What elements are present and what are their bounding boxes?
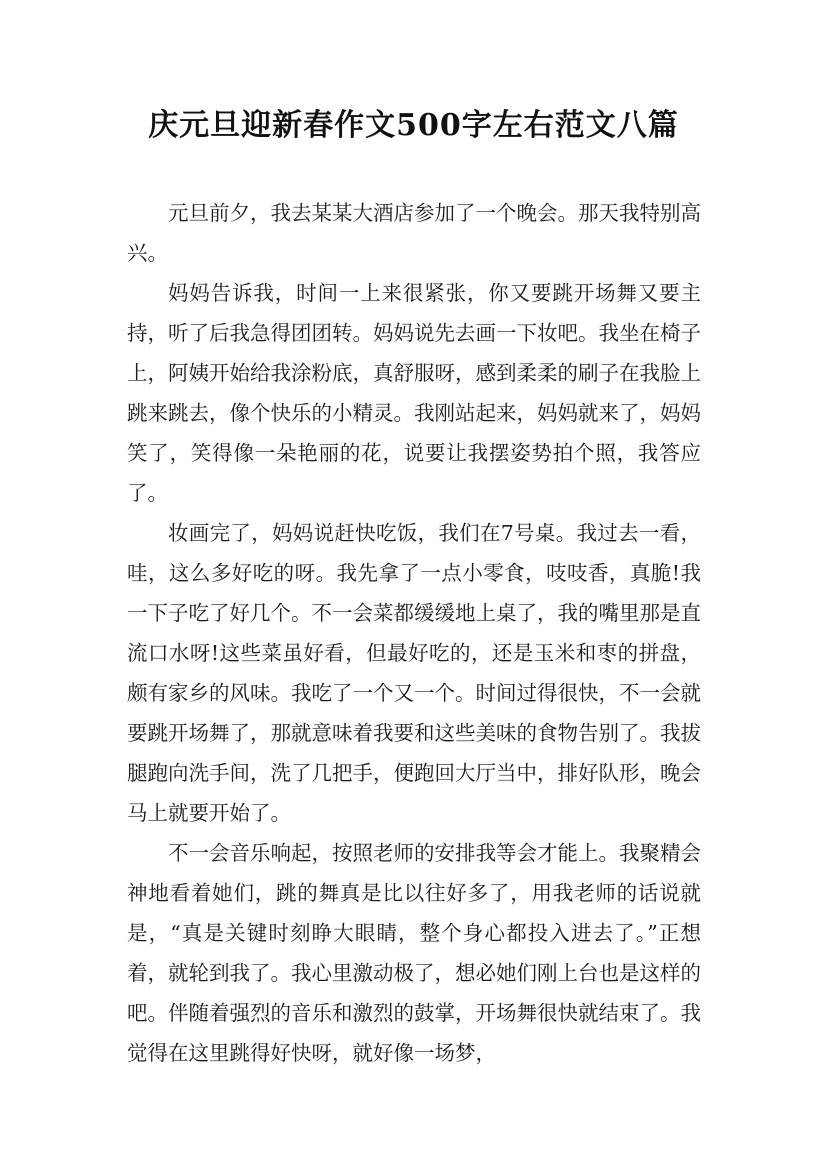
- paragraph-2: 妈妈告诉我，时间一上来很紧张，你又要跳开场舞又要主持，听了后我急得团团转。妈妈说先去画一下妆吧。我坐在椅子上，阿姨开始给我涂粉底，真舒服呀，感到柔柔的刷子在我脸上跳来跳去，像个快乐的小精灵。我刚站起来，妈妈就来了，妈妈笑了，笑得像一朵艳丽的花，说要让我摆姿势拍个照，我答应了。: [127, 281, 701, 505]
- document-body: [127, 193, 701, 1073]
- paragraph-4: 不一会音乐响起，按照老师的安排我等会才能上。我聚精会神地看着她们，跳的舞真是比以往好多了，用我老师的话说就是，“真是关键时刻睁大眼睛，整个身心都投入进去了。”正想着，就轮到我了。我心里激动极了，想必她们刚上台也是这样的吧。伴随着强烈的音乐和激烈的鼓掌，开场舞很快就结束了。我觉得在这里跳得好快呀，就好像一场梦，: [127, 841, 701, 1065]
- document-title: 庆元旦迎新春作文500字左右范文八篇: [148, 108, 679, 143]
- paragraph-1: 元旦前夕，我去某某大酒店参加了一个晚会。那天我特别高兴。: [127, 201, 701, 265]
- paragraph-3: 妆画完了，妈妈说赶快吃饭，我们在7号桌。我过去一看，哇，这么多好吃的呀。我先拿了一点小零食，吱吱香，真脆!我一下子吃了好几个。不一会菜都缓缓地上桌了，我的嘴里那是直流口水呀!这些菜虽好看，但最好吃的，还是玉米和枣的拼盘，颇有家乡的风味。我吃了一个又一个。时间过得很快，不一会就要跳开场舞了，那就意味着我要和这些美味的食物告别了。我拔腿跑向洗手间，洗了几把手，便跑回大厅当中，排好队形，晚会马上就要开始了。: [127, 521, 701, 825]
